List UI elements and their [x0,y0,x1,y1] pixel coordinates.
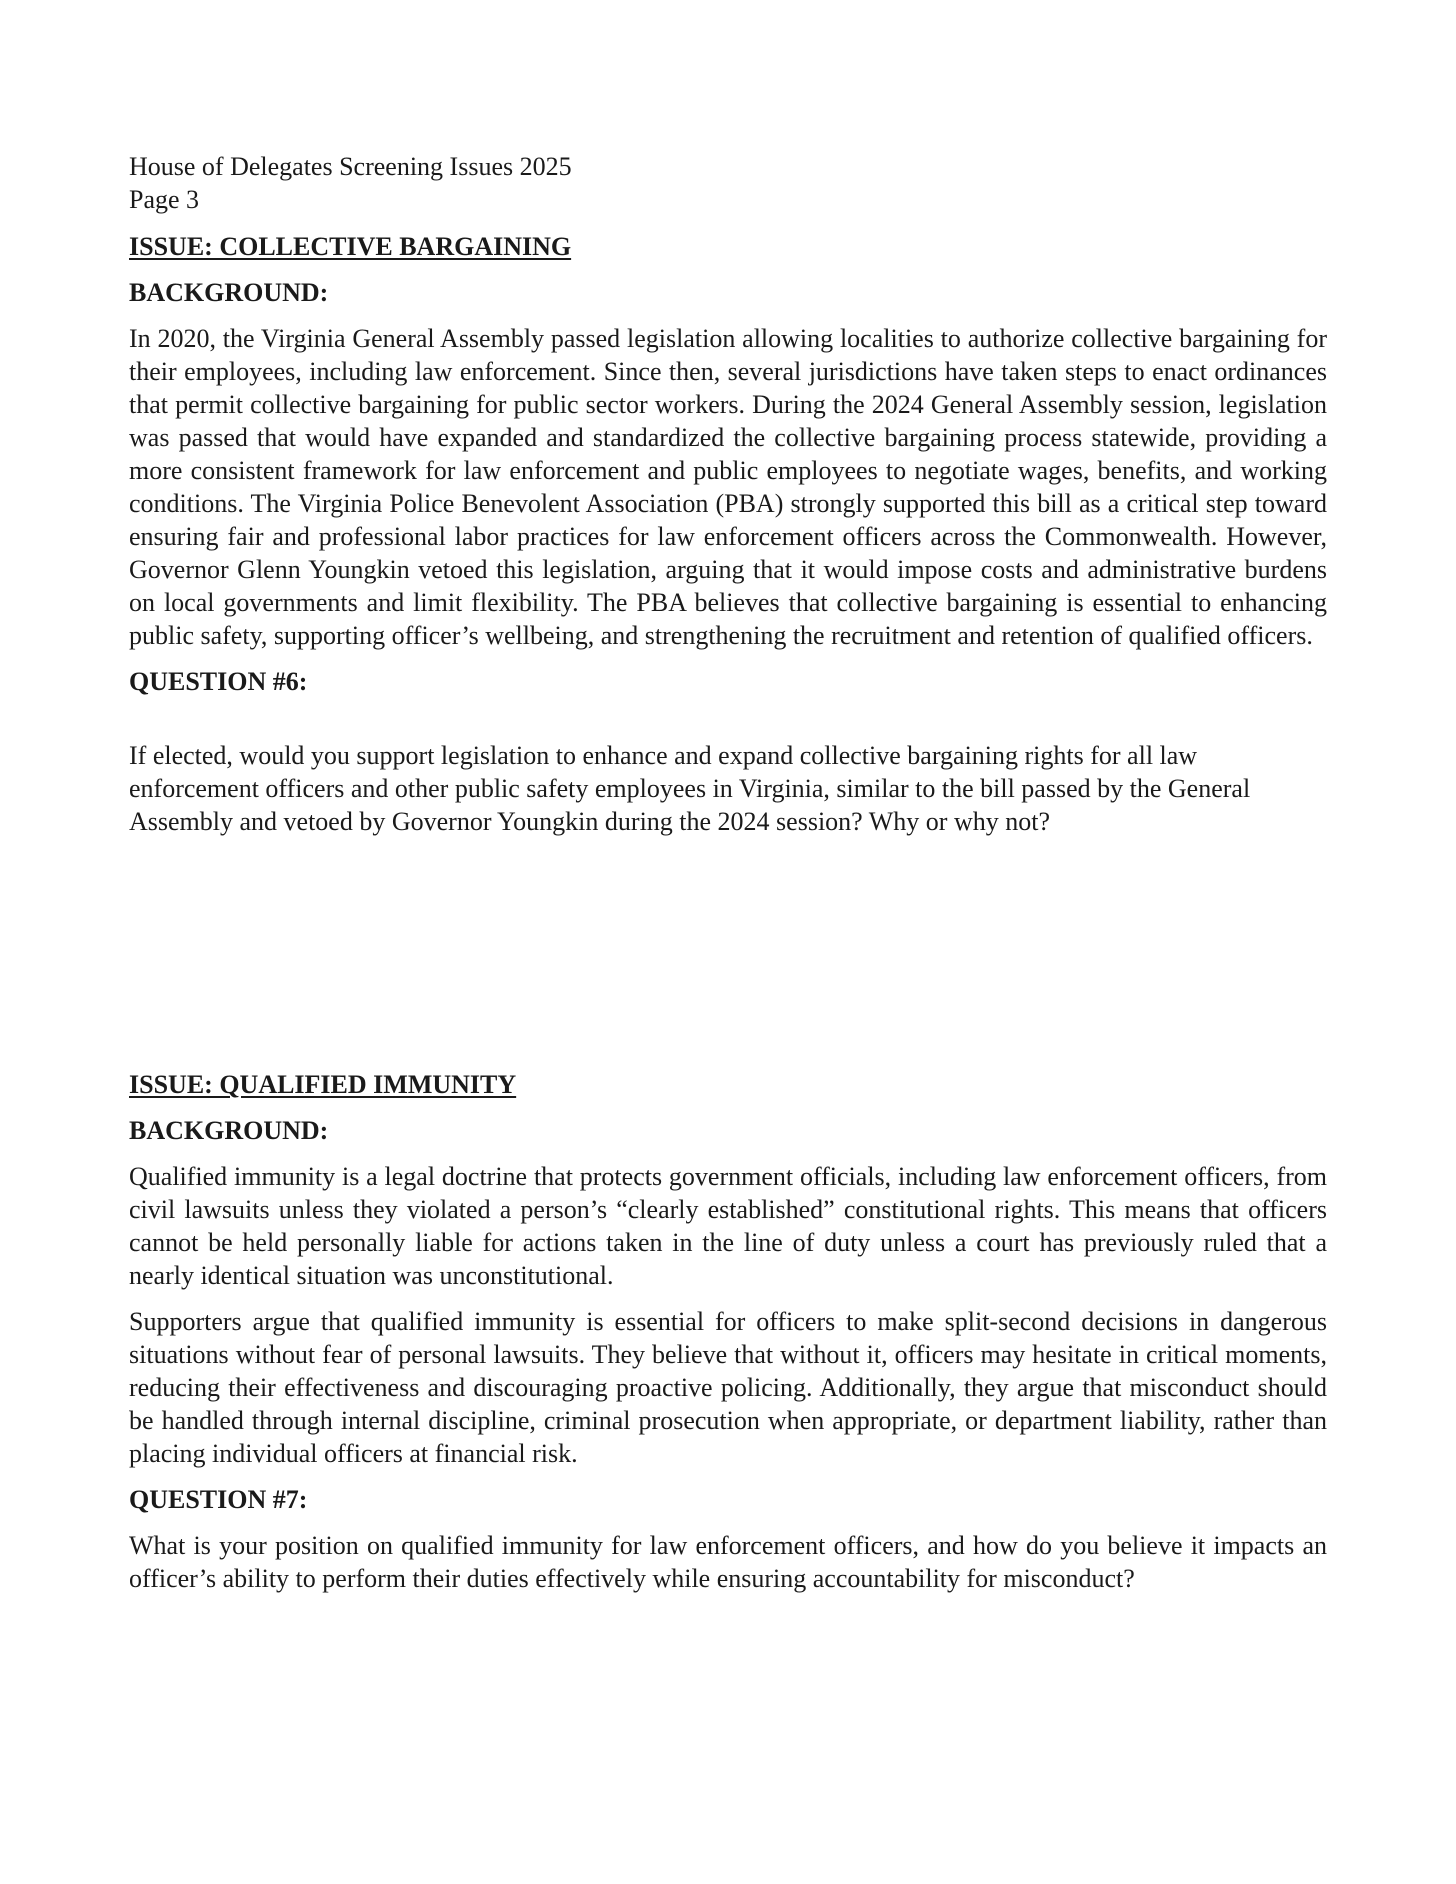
running-header [129,150,1327,216]
background-paragraph: In 2020, the Virginia General Assembly passed legislation allowing localities to authorize collective bargaining for their employees, including law enforcement. Since then, several jurisdictions have taken steps to enact ordinances that permit collective bargaining for public sector workers. During the 2024 General Assembly session, legislation was passed that would have expanded and standardized the collective bargaining process statewide, providing a more consistent framework for law enforcement and public employees to negotiate wages, benefits, and working conditions. The Virginia Police Benevolent Association (PBA) strongly supported this bill as a critical step toward ensuring fair and professional labor practices for law enforcement officers across the Commonwealth. However, Governor Glenn Youngkin vetoed this legislation, arguing that it would impose costs and administrative burdens on local governments and limit flexibility. The PBA believes that collective bargaining is essential to enhancing public safety, supporting officer’s wellbeing, and strengthening the recruitment and retention of qualified officers. [129,324,1327,650]
background-label: BACKGROUND: [129,278,329,307]
background-paragraph: Qualified immunity is a legal doctrine that protects government officials, including law enforcement officers, from civil lawsuits unless they violated a person’s “clearly established” constitutional rights. This means that officers cannot be held personally liable for actions taken in the line of duty unless a court has previously ruled that a nearly identical situation was unconstitutional. [129,1162,1327,1290]
issue-title: ISSUE: COLLECTIVE BARGAINING [129,232,572,261]
header-page-number: Page 3 [129,185,200,214]
document-page [129,150,1327,1593]
background-label: BACKGROUND: [129,1116,329,1145]
question-text: What is your position on qualified immunity for law enforcement officers, and how do you believe it impacts an officer’s ability to perform their duties effectively while ensuring accountability for misconduct? [129,1531,1327,1593]
question-label: QUESTION #7: [129,1485,308,1514]
question-label: QUESTION #6: [129,667,308,696]
header-title: House of Delegates Screening Issues 2025 [129,152,572,181]
issue-collective-bargaining [129,230,1327,838]
question-text: If elected, would you support legislation to enhance and expand collective bargaining rights for all law enforcement officers and other public safety employees in Virginia, similar to the bill passed by the General Assembly and vetoed by Governor Youngkin during the 2024 session? Why or why not? [129,741,1251,836]
background-paragraph: Supporters argue that qualified immunity is essential for officers to make split-second decisions in dangerous situations without fear of personal lawsuits. They believe that without it, officers may hesitate in critical moments, reducing their effectiveness and discouraging proactive policing. Additionally, they argue that misconduct should be handled through internal discipline, criminal prosecution when appropriate, or department liability, rather than placing individual officers at financial risk. [129,1307,1327,1468]
issue-qualified-immunity [129,1068,1327,1595]
issue-title: ISSUE: QUALIFIED IMMUNITY [129,1070,517,1099]
